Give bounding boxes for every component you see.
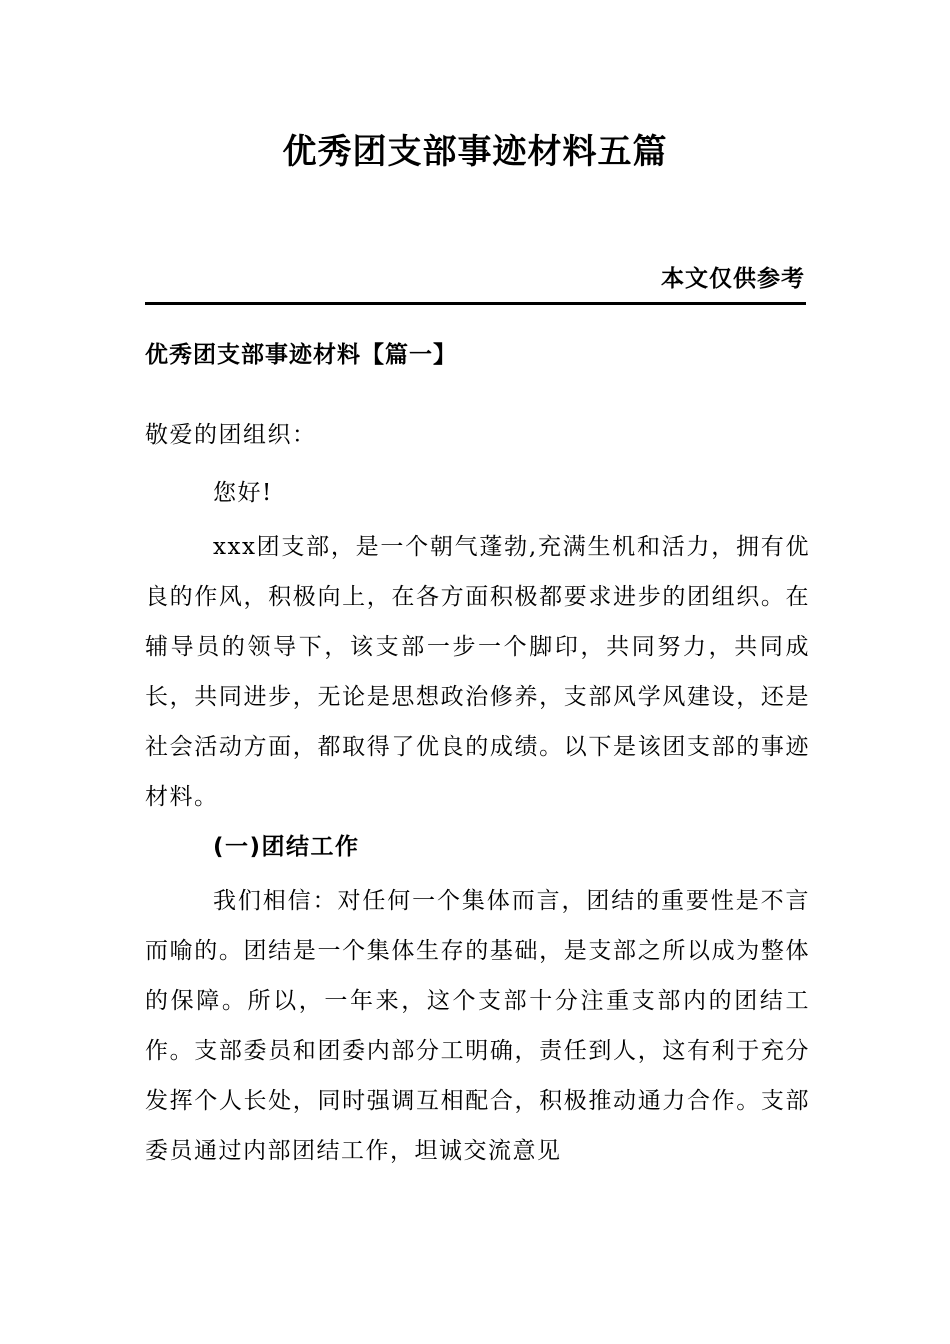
subheading: (一)团结工作 bbox=[213, 834, 360, 860]
paragraph: 我们相信：对任何一个集体而言，团结的重要性是不言而喻的。团结是一个集体生存的基础，是支部之所以成为整体的保障。所以，一年来，这个支部十分注重支部内的团结工作。支部委员和团委内部分工明确，责任到人，这有利于充分发挥个人长处，同时强调互相配合，积极推动通力合作。支部委员通过内部团结工作，坦诚交流意见 bbox=[145, 888, 810, 1164]
reference-only-note: 本文仅供参考 bbox=[661, 266, 805, 292]
body-text bbox=[145, 410, 810, 1176]
section-heading: 优秀团支部事迹材料【篇一】 bbox=[145, 342, 457, 368]
paragraph: xxx团支部，是一个朝气蓬勃,充满生机和活力，拥有优良的作风，积极向上，在各方面积极都要求进步的团组织。在辅导员的领导下，该支部一步一个脚印，共同努力，共同成长，共同进步，无论是思想政治修养，支部风学风建设，还是社会活动方面，都取得了优良的成绩。以下是该团支部的事迹材料。 bbox=[145, 534, 810, 810]
header-divider bbox=[145, 302, 806, 305]
greeting: 您好! bbox=[213, 480, 273, 506]
salutation: 敬爱的团组织： bbox=[145, 422, 317, 448]
document-title: 优秀团支部事迹材料五篇 bbox=[282, 132, 668, 172]
